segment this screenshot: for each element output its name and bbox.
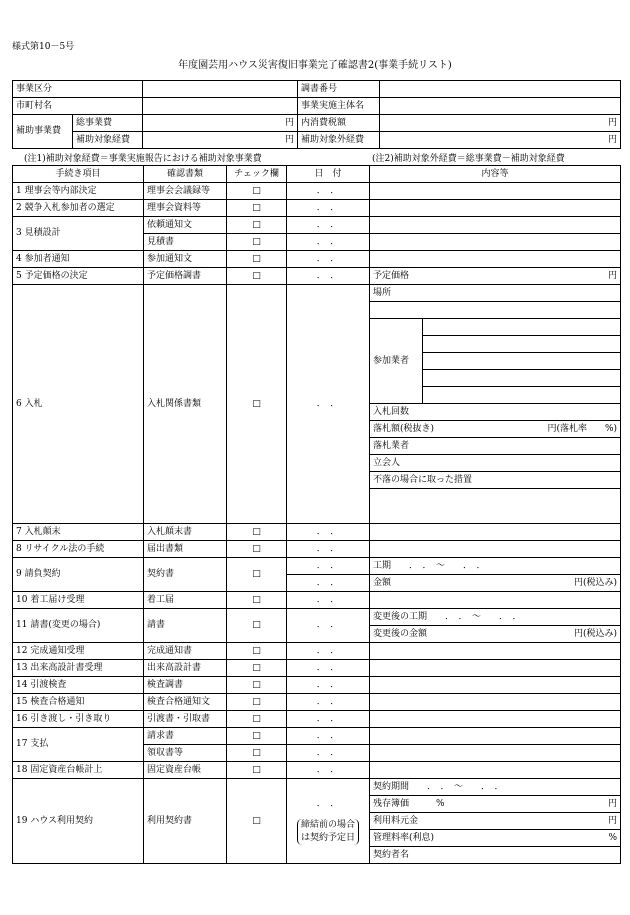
procedure-item: 16 引き渡し・引き取り xyxy=(13,711,144,728)
eligible-cost-field[interactable]: 円 xyxy=(143,132,298,149)
table-row xyxy=(13,592,621,609)
changed-amount-label: 変更後の金額 xyxy=(373,628,428,639)
procedure-item: 3 見積設計 xyxy=(13,217,144,251)
table-row xyxy=(13,779,621,796)
date-field[interactable]: ． ． xyxy=(287,745,370,762)
contractor-name-field[interactable]: 契約者名 xyxy=(370,847,621,864)
participant-field[interactable] xyxy=(423,370,621,387)
yen-unit: 円 xyxy=(608,798,618,809)
document-name: 利用契約書 xyxy=(144,779,227,864)
content-field[interactable] xyxy=(370,643,621,660)
doc-number-label: 調書番号 xyxy=(298,81,380,98)
document-name: 届出書類 xyxy=(144,541,227,558)
table-row xyxy=(13,609,621,626)
table-row xyxy=(13,660,621,677)
check-box[interactable]: □ xyxy=(227,643,287,660)
check-box[interactable]: □ xyxy=(227,592,287,609)
content-field[interactable] xyxy=(370,762,621,779)
consumption-tax-label: 内消費税額 xyxy=(298,115,380,132)
contract-amount-label: 金額 xyxy=(373,577,392,588)
check-box[interactable]: □ xyxy=(227,285,287,524)
check-box[interactable]: □ xyxy=(227,183,287,200)
content-field[interactable] xyxy=(370,745,621,762)
yen-unit: 円 xyxy=(608,815,618,826)
participants-label: 参加業者 xyxy=(370,319,423,404)
content-field[interactable] xyxy=(370,183,621,200)
check-box[interactable]: □ xyxy=(227,200,287,217)
procedure-item: 17 支払 xyxy=(13,728,144,762)
date-mark: ． ． xyxy=(316,799,340,809)
table-row xyxy=(13,285,621,302)
check-box[interactable]: □ xyxy=(227,779,287,864)
date-field[interactable]: ． ． xyxy=(287,524,370,541)
check-box[interactable]: □ xyxy=(227,660,287,677)
document-name: 請求書 xyxy=(144,728,227,745)
total-cost-field[interactable]: 円 xyxy=(143,115,298,132)
procedure-item: 2 競争入札参加者の選定 xyxy=(13,200,144,217)
business-category-field[interactable] xyxy=(143,81,298,98)
table-row xyxy=(13,677,621,694)
bid-rounds-field[interactable]: 入札回数 xyxy=(370,404,621,421)
bid-place-blank[interactable] xyxy=(370,302,621,319)
winning-bid-label: 落札額(税抜き) xyxy=(373,423,435,434)
procedure-item: 19 ハウス利用契約 xyxy=(13,779,144,864)
date-field[interactable]: ． ． xyxy=(287,183,370,200)
col-document: 確認書類 xyxy=(144,166,227,183)
percent-unit: % xyxy=(608,832,618,843)
date-field[interactable]: ． ． xyxy=(287,728,370,745)
document-name: 引渡書・引取書 xyxy=(144,711,227,728)
table-row xyxy=(13,711,621,728)
non-eligible-cost-label: 補助対象外経費 xyxy=(298,132,380,149)
contract-date-field[interactable] xyxy=(287,779,370,864)
content-field[interactable] xyxy=(370,200,621,217)
winner-field[interactable]: 落札業者 xyxy=(370,438,621,455)
date-field[interactable]: ． ． xyxy=(287,711,370,728)
header-table xyxy=(12,80,621,149)
table-row xyxy=(13,694,621,711)
note-2: (注2)補助対象外経費＝総事業費－補助対象経費 xyxy=(372,154,565,164)
page-title: 年度園芸用ハウス災害復旧事業完了確認書2(事業手続リスト) xyxy=(178,60,452,71)
date-note-line-1: 締結前の場合 xyxy=(300,820,355,830)
non-eligible-cost-field[interactable]: 円 xyxy=(380,132,621,149)
residual-value-field[interactable] xyxy=(370,796,621,813)
document-name: 理事会資料等 xyxy=(144,200,227,217)
date-field[interactable]: ． ． xyxy=(287,592,370,609)
changed-amount-field[interactable] xyxy=(370,626,621,643)
document-name: 参加通知文 xyxy=(144,251,227,268)
check-box[interactable]: □ xyxy=(227,217,287,234)
management-rate-field[interactable] xyxy=(370,830,621,847)
principal-field[interactable] xyxy=(370,813,621,830)
check-box[interactable]: □ xyxy=(227,541,287,558)
changed-period-field[interactable]: 変更後の工期 ． ． 〜 ． ． xyxy=(370,609,621,626)
document-name: 着工届 xyxy=(144,592,227,609)
table-row xyxy=(13,524,621,541)
col-procedure: 手続き項目 xyxy=(13,166,144,183)
check-box[interactable]: □ xyxy=(227,711,287,728)
table-header-row xyxy=(13,166,621,183)
check-box[interactable]: □ xyxy=(227,234,287,251)
planned-price-label: 予定価格 xyxy=(373,270,410,281)
tax-included-unit: 円(税込み) xyxy=(573,577,618,588)
procedure-item: 15 検査合格通知 xyxy=(13,694,144,711)
participant-field[interactable] xyxy=(423,387,621,404)
document-name: 検査調書 xyxy=(144,677,227,694)
procedure-item: 13 出来高設計書受理 xyxy=(13,660,144,677)
procedure-item: 8 リサイクル法の手続 xyxy=(13,541,144,558)
content-field[interactable] xyxy=(370,677,621,694)
procedure-item: 1 理事会等内部決定 xyxy=(13,183,144,200)
document-name: 見積書 xyxy=(144,234,227,251)
date-field[interactable]: ． ． xyxy=(287,660,370,677)
procedure-item: 10 着工届け受理 xyxy=(13,592,144,609)
municipality-field[interactable] xyxy=(143,98,298,115)
contract-period-field[interactable]: 工期 ． ． 〜 ． ． xyxy=(370,558,621,575)
date-field[interactable]: ． ． xyxy=(287,541,370,558)
check-box[interactable]: □ xyxy=(227,251,287,268)
content-field[interactable] xyxy=(370,217,621,234)
management-rate-label: 管理料率(利息) xyxy=(373,832,435,843)
failed-bid-measures-blank[interactable] xyxy=(370,489,621,524)
failed-bid-measures-field[interactable]: 不落の場合に取った措置 xyxy=(370,472,621,489)
business-category-label: 事業区分 xyxy=(13,81,143,98)
procedure-item: 9 請負契約 xyxy=(13,558,144,592)
participant-field[interactable] xyxy=(423,336,621,353)
eligible-cost-label: 補助対象経費 xyxy=(73,132,143,149)
consumption-tax-field[interactable]: 円 xyxy=(380,115,621,132)
document-name: 契約書 xyxy=(144,558,227,592)
check-box[interactable]: □ xyxy=(227,694,287,711)
document-name: 固定資産台帳 xyxy=(144,762,227,779)
contract-period-field[interactable]: 契約期間 ． ． 〜 ． ． xyxy=(370,779,621,796)
municipality-label: 市町村名 xyxy=(13,98,143,115)
date-field[interactable]: ． ． xyxy=(287,558,370,575)
date-note xyxy=(297,819,359,845)
date-field[interactable]: ． ． xyxy=(287,251,370,268)
procedure-table xyxy=(12,165,621,864)
date-field[interactable]: ． ． xyxy=(287,234,370,251)
date-field[interactable]: ． ． xyxy=(287,643,370,660)
contract-amount-field[interactable] xyxy=(370,575,621,592)
document-name: 入札関係書類 xyxy=(144,285,227,524)
date-field[interactable]: ． ． xyxy=(287,762,370,779)
check-box[interactable]: □ xyxy=(227,745,287,762)
implementing-body-field[interactable] xyxy=(380,98,621,115)
date-field[interactable]: ． ． xyxy=(287,677,370,694)
content-field[interactable] xyxy=(370,234,621,251)
procedure-item: 18 固定資産台帳計上 xyxy=(13,762,144,779)
date-field[interactable]: ． ． xyxy=(287,268,370,285)
participant-field[interactable] xyxy=(423,319,621,336)
subsidy-cost-label: 補助事業費 xyxy=(13,115,73,149)
content-field[interactable] xyxy=(370,592,621,609)
table-row xyxy=(13,643,621,660)
content-field[interactable] xyxy=(370,251,621,268)
bid-place-field[interactable]: 場所 xyxy=(370,285,621,302)
winning-bid-field[interactable] xyxy=(370,421,621,438)
content-field[interactable] xyxy=(370,660,621,677)
date-field[interactable]: ． ． xyxy=(287,217,370,234)
document-name: 予定価格調書 xyxy=(144,268,227,285)
table-row xyxy=(13,183,621,200)
check-box[interactable]: □ xyxy=(227,609,287,643)
check-box[interactable]: □ xyxy=(227,728,287,745)
residual-value-label: 残存簿価 % xyxy=(373,798,445,809)
col-content: 内容等 xyxy=(370,166,621,183)
date-field[interactable]: ． ． xyxy=(287,285,370,524)
content-field[interactable] xyxy=(370,524,621,541)
table-row xyxy=(13,558,621,575)
date-field[interactable]: ． ． xyxy=(287,575,370,592)
table-row xyxy=(13,728,621,745)
document-name: 依頼通知文 xyxy=(144,217,227,234)
check-box[interactable]: □ xyxy=(227,268,287,285)
document-name: 入札顛末書 xyxy=(144,524,227,541)
table-row xyxy=(13,762,621,779)
procedure-item: 7 入札顛末 xyxy=(13,524,144,541)
note-1: (注1)補助対象経費＝事業実施報告における補助対象事業費 xyxy=(24,154,262,164)
col-date: 日 付 xyxy=(287,166,370,183)
document-name: 検査合格通知文 xyxy=(144,694,227,711)
total-cost-label: 総事業費 xyxy=(73,115,143,132)
table-row xyxy=(13,541,621,558)
form-number: 様式第10－5号 xyxy=(12,42,75,52)
tax-included-unit: 円(税込み) xyxy=(573,628,618,639)
participant-field[interactable] xyxy=(423,353,621,370)
date-field[interactable]: ． ． xyxy=(287,609,370,643)
winning-bid-unit: 円(落札率 %) xyxy=(547,423,618,434)
procedure-item: 6 入札 xyxy=(13,285,144,524)
date-field[interactable]: ． ． xyxy=(287,694,370,711)
table-row xyxy=(13,217,621,234)
content-field[interactable] xyxy=(370,694,621,711)
planned-price-field[interactable] xyxy=(370,268,621,285)
content-field[interactable] xyxy=(370,711,621,728)
table-row xyxy=(13,268,621,285)
procedure-item: 11 請書(変更の場合) xyxy=(13,609,144,643)
procedure-item: 12 完成通知受理 xyxy=(13,643,144,660)
procedure-item: 14 引渡検査 xyxy=(13,677,144,694)
check-box[interactable]: □ xyxy=(227,677,287,694)
document-name: 領収書等 xyxy=(144,745,227,762)
procedure-item: 4 参加者通知 xyxy=(13,251,144,268)
procedure-item: 5 予定価格の決定 xyxy=(13,268,144,285)
document-name: 完成通知書 xyxy=(144,643,227,660)
check-box[interactable]: □ xyxy=(227,524,287,541)
col-check: チェック欄 xyxy=(227,166,287,183)
document-name: 理事会会議録等 xyxy=(144,183,227,200)
witness-field[interactable]: 立会人 xyxy=(370,455,621,472)
date-field[interactable]: ． ． xyxy=(287,200,370,217)
check-box[interactable]: □ xyxy=(227,762,287,779)
content-field[interactable] xyxy=(370,541,621,558)
table-row xyxy=(13,251,621,268)
table-row xyxy=(13,200,621,217)
date-note-line-2: は契約予定日 xyxy=(300,833,355,843)
document-name: 請書 xyxy=(144,609,227,643)
check-box[interactable]: □ xyxy=(227,558,287,592)
document-name: 出来高設計書 xyxy=(144,660,227,677)
yen-unit: 円 xyxy=(608,270,618,281)
principal-label: 利用料元金 xyxy=(373,815,419,826)
content-field[interactable] xyxy=(370,728,621,745)
doc-number-field[interactable] xyxy=(380,81,621,98)
implementing-body-label: 事業実施主体名 xyxy=(298,98,380,115)
